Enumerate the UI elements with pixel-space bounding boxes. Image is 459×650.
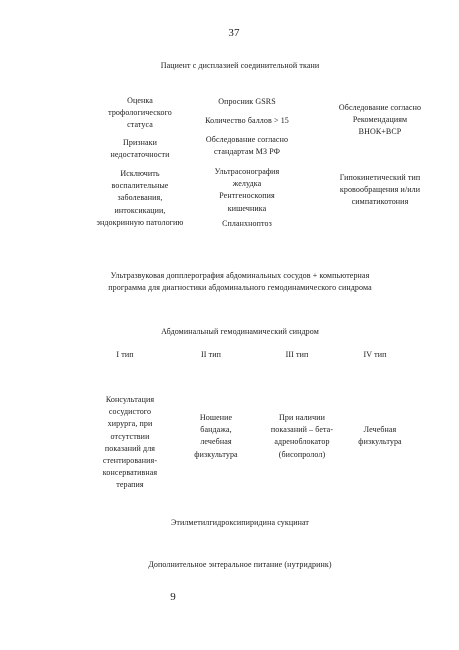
box-splanchnoptosis: Спланхноптоз	[222, 219, 272, 228]
box-gsrs-questionnaire: Опросник GSRS	[218, 97, 276, 106]
box-ultrasound-xray: Ультрасонография желудка Рентгеноскопия кишечника	[214, 167, 280, 213]
box-score: Количество баллов > 15	[205, 116, 289, 125]
box-nutrition: Дополнительное энтеральное питание (нутридринк)	[148, 560, 332, 569]
treatment-type-3: При наличии показаний – бета- адреноблокатор (бисопролол)	[270, 413, 334, 459]
box-vnok-recommendations: Обследование согласно Рекомендациям ВНОК+ВСР	[338, 103, 422, 137]
box-trophological-status: Оценка трофологического статуса	[108, 96, 172, 130]
page-number-bottom: 9	[170, 591, 176, 603]
box-exclude-diseases: Исключить воспалительные заболевания, интоксикации, эндокринную патологию	[96, 169, 184, 227]
box-doppler: Ультразвуковая допплерография абдоминальных сосудов + компьютерная программа для диагностики абдоминального гемодинамического синдрома	[108, 271, 372, 293]
type-1-label: I тип	[116, 350, 134, 359]
box-intestinal-insufficiency: Признаки недостаточности	[110, 138, 170, 160]
treatment-type-2: Ношение бандажа, лечебная физкультура	[194, 413, 238, 459]
diagram-title: Пациент с дисплазией соединительной ткани	[160, 61, 320, 70]
type-2-label: II тип	[201, 350, 221, 359]
treatment-type-4: Лечебная физкультура	[358, 425, 402, 447]
page-number-top: 37	[228, 27, 240, 39]
type-3-label: III тип	[285, 350, 309, 359]
box-hypokinetic-type: Гипокинетический тип кровообращения и/или симпатикотония	[339, 173, 421, 207]
box-standard-exam: Обследование согласно стандартам МЗ РФ	[205, 135, 289, 157]
type-4-label: IV тип	[363, 350, 387, 359]
treatment-type-1: Консультация сосудистого хирурга, при отсутствии показаний для стентирования- консервативная терапия	[102, 395, 158, 490]
box-hemodynamic-syndrome: Абдоминальный гемодинамический синдром	[161, 327, 319, 336]
box-drug: Этилметилгидроксипиридина сукцинат	[170, 518, 310, 527]
